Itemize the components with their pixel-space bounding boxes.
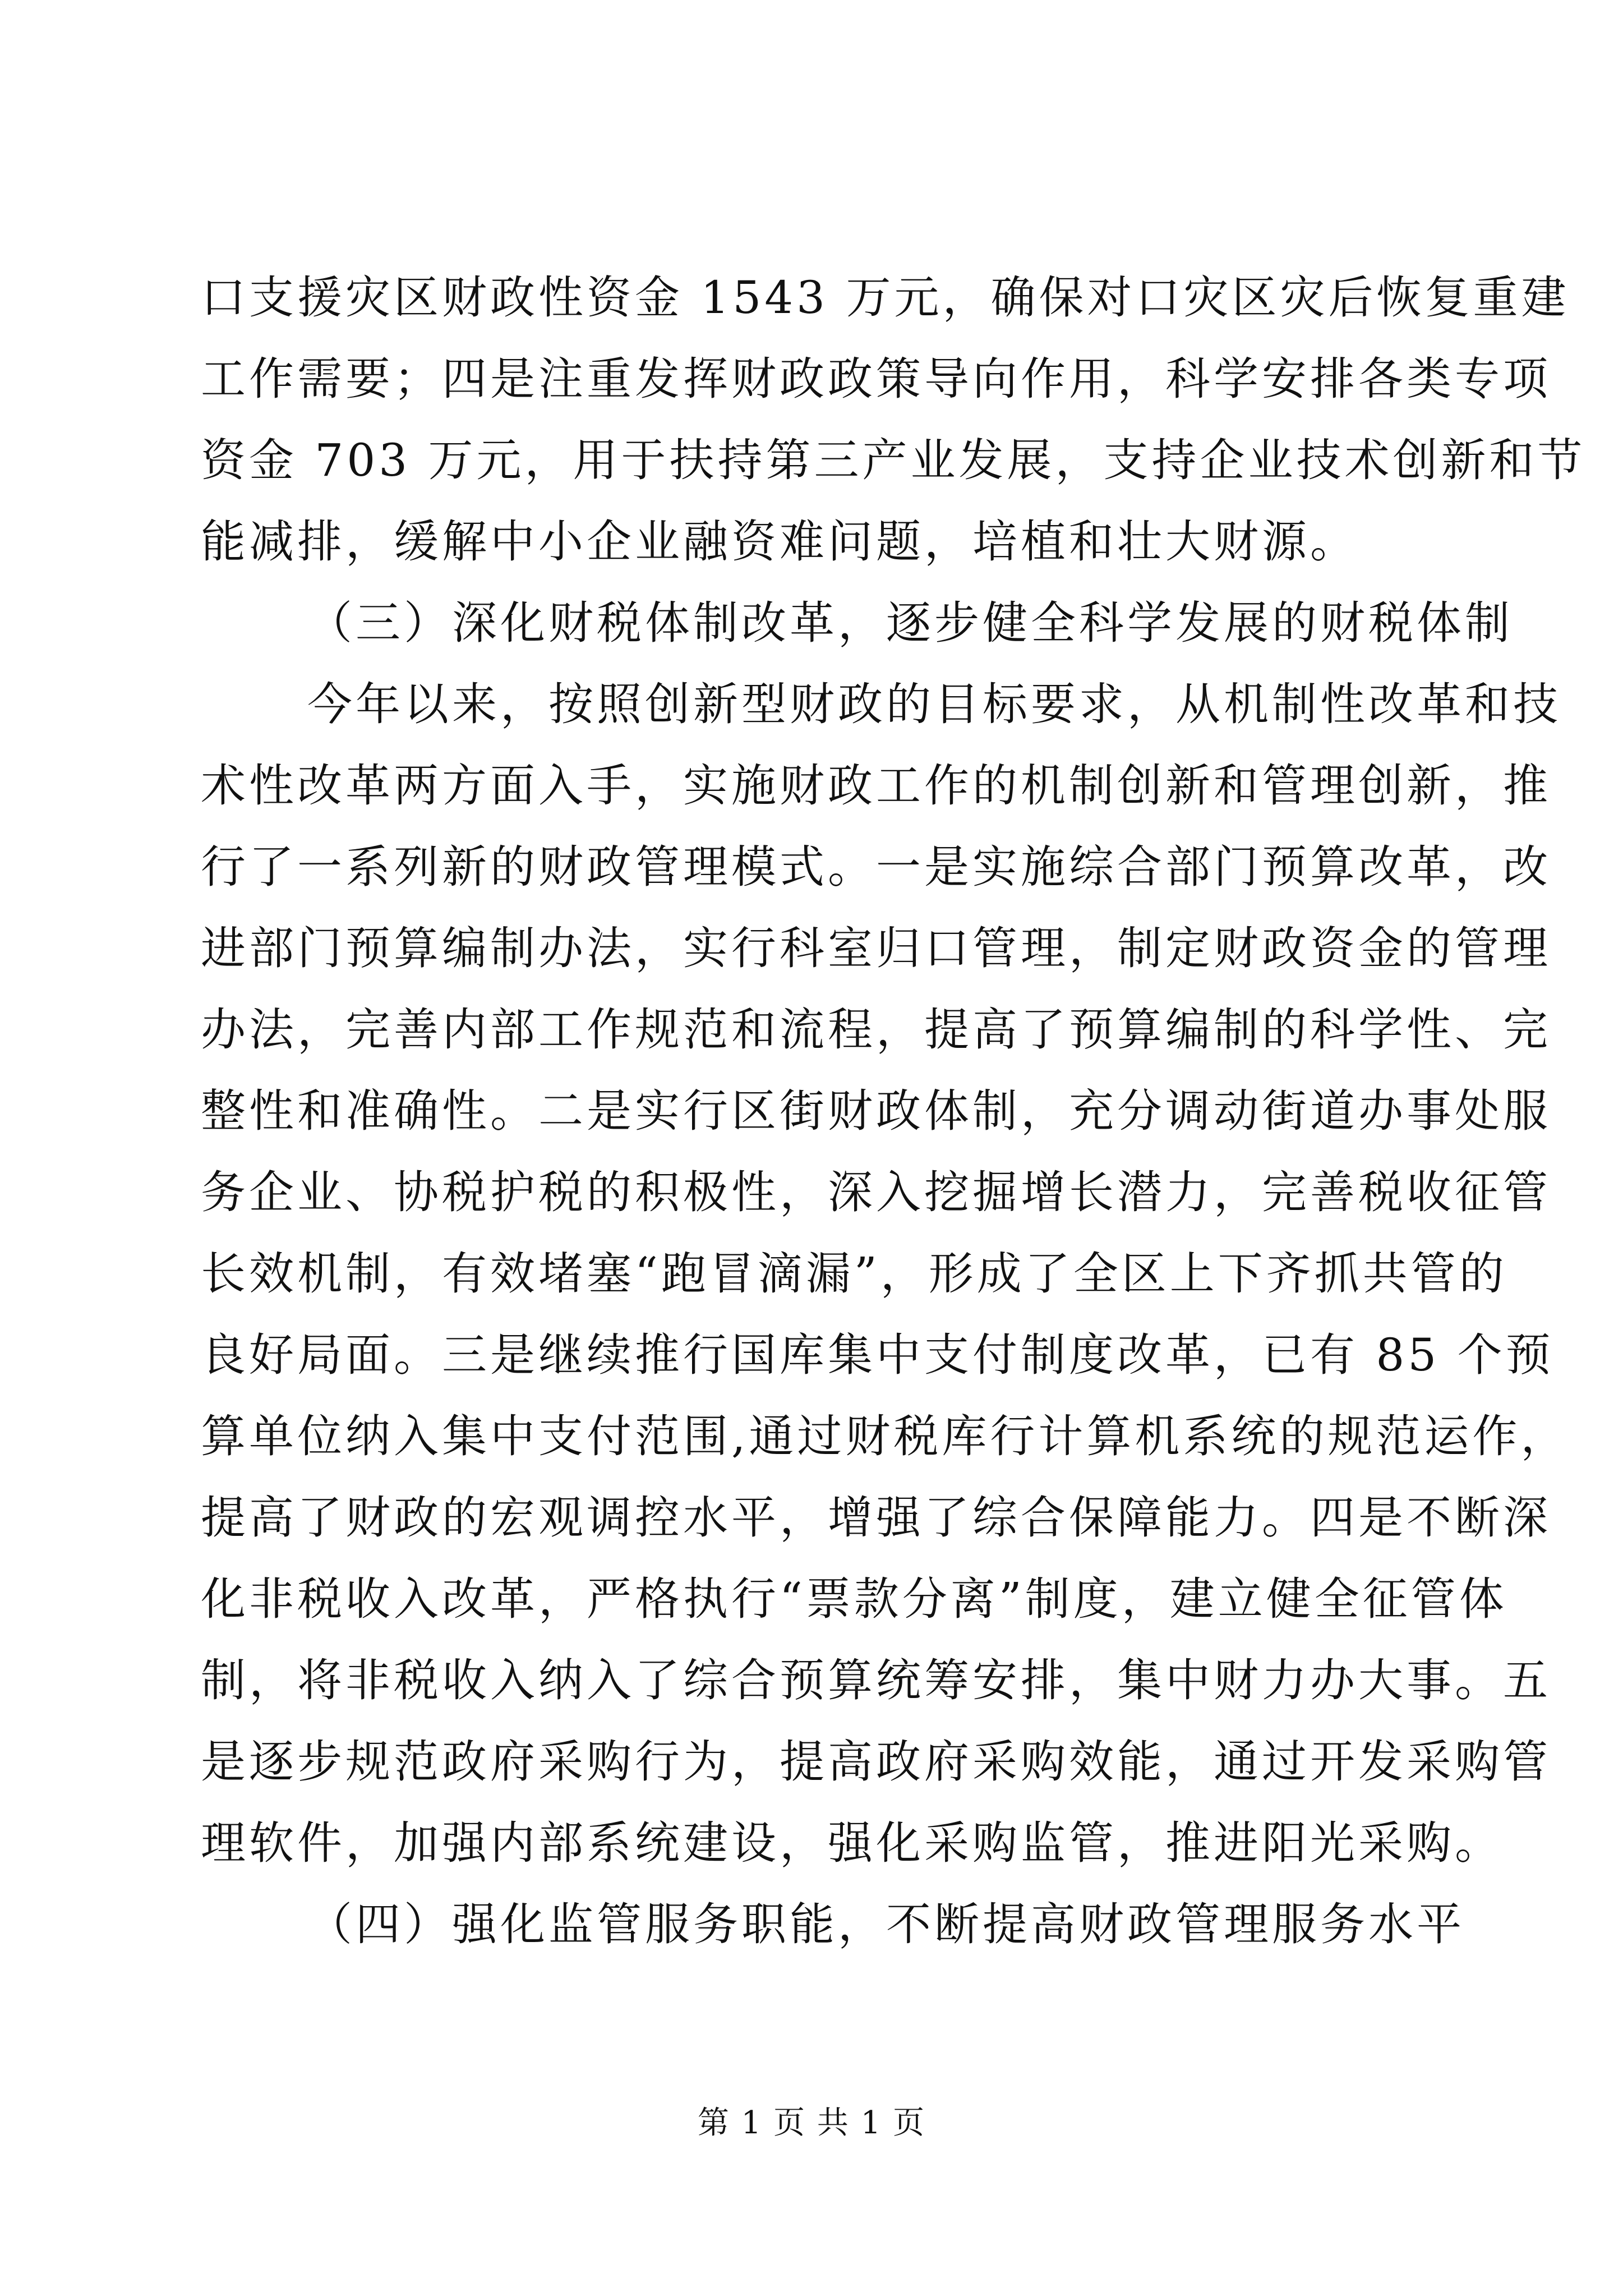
body-line: 办法，完善内部工作规范和流程，提高了预算编制的科学性、完 bbox=[201, 1004, 1551, 1056]
document-body bbox=[201, 257, 1586, 1965]
body-line: 术性改革两方面入手，实施财政工作的机制创新和管理创新，推 bbox=[201, 760, 1551, 812]
body-line: 整性和准确性。二是实行区街财政体制，充分调动街道办事处服 bbox=[201, 1085, 1551, 1137]
body-line: 理软件，加强内部系统建设，强化采购监管，推进阳光采购。 bbox=[201, 1817, 1503, 1869]
body-line: 提高了财政的宏观调控水平，增强了综合保障能力。四是不断深 bbox=[201, 1492, 1551, 1544]
section-heading: （三）深化财税体制改革，逐步健全科学发展的财税体制 bbox=[307, 597, 1513, 649]
body-line: 长效机制，有效堵塞“跑冒滴漏”，形成了全区上下齐抓共管的 bbox=[201, 1248, 1507, 1300]
body-line: 资金 703 万元，用于扶持第三产业发展，支持企业技术创新和节 bbox=[201, 434, 1586, 486]
body-line: 良好局面。三是继续推行国库集中支付制度改革，已有 85 个预 bbox=[201, 1329, 1554, 1381]
page-number-footer: 第 1 页 共 1 页 bbox=[697, 2105, 926, 2141]
body-line: 今年以来，按照创新型财政的目标要求，从机制性改革和技 bbox=[307, 678, 1561, 730]
body-line: 制，将非税收入纳入了综合预算统筹安排，集中财力办大事。五 bbox=[201, 1654, 1551, 1706]
body-line: 化非税收入改革，严格执行“票款分离”制度，建立健全征管体 bbox=[201, 1573, 1507, 1625]
body-line: 能减排，缓解中小企业融资难问题，培植和壮大财源。 bbox=[201, 516, 1358, 568]
body-line: 算单位纳入集中支付范围,通过财税库行计算机系统的规范运作， bbox=[201, 1410, 1569, 1462]
body-line: 口支援灾区财政性资金 1543 万元，确保对口灾区灾后恢复重建 bbox=[201, 272, 1570, 324]
body-line: 工作需要；四是注重发挥财政政策导向作用，科学安排各类专项 bbox=[201, 353, 1551, 405]
body-line: 是逐步规范政府采购行为，提高政府采购效能，通过开发采购管 bbox=[201, 1736, 1551, 1788]
body-line: 进部门预算编制办法，实行科室归口管理，制定财政资金的管理 bbox=[201, 922, 1551, 974]
body-line: 务企业、协税护税的积极性，深入挖掘增长潜力，完善税收征管 bbox=[201, 1166, 1551, 1218]
section-heading: （四）强化监管服务职能，不断提高财政管理服务水平 bbox=[307, 1898, 1465, 1950]
body-line: 行了一系列新的财政管理模式。一是实施综合部门预算改革，改 bbox=[201, 841, 1551, 893]
